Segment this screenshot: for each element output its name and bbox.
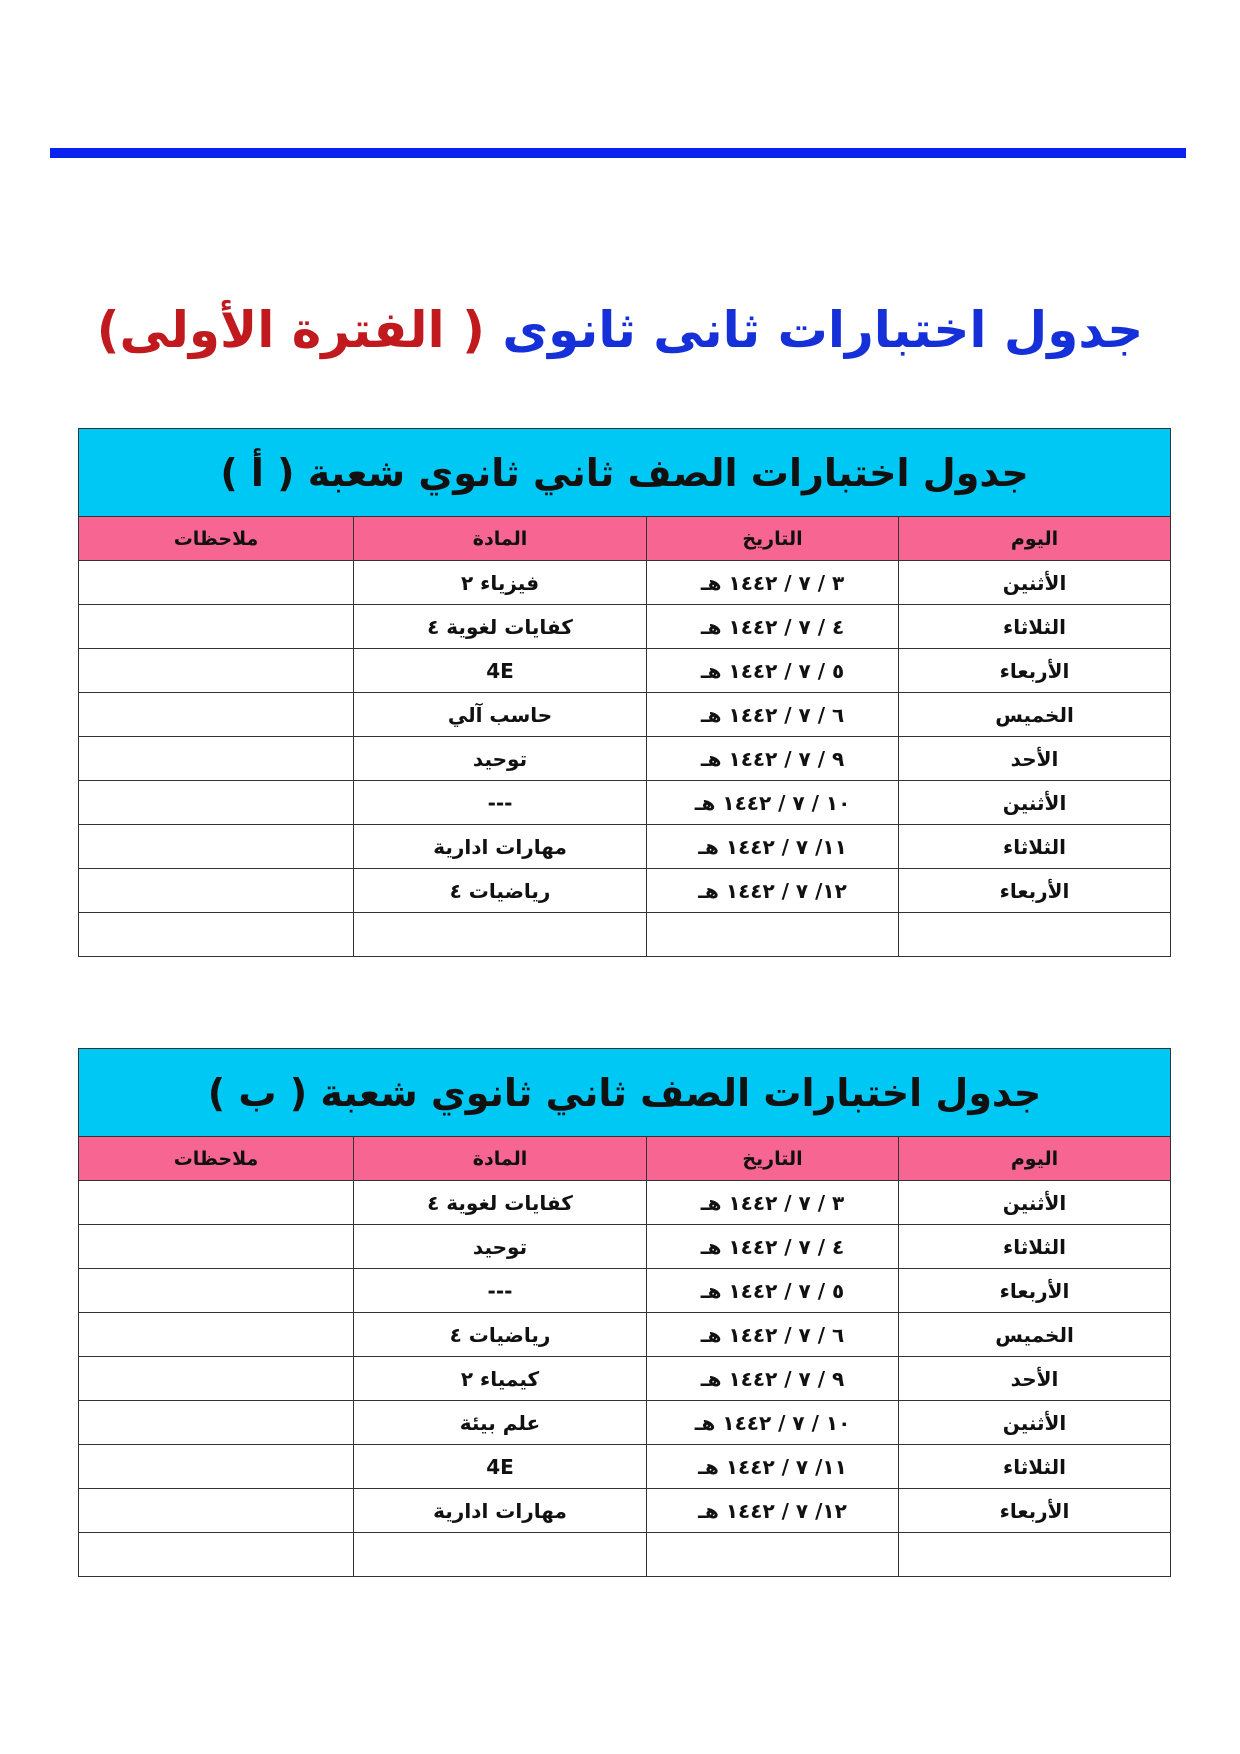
cell-day: الأربعاء xyxy=(899,649,1171,693)
cell-subject: --- xyxy=(354,1269,647,1313)
cell-notes xyxy=(79,605,354,649)
cell-day: الأثنين xyxy=(899,561,1171,605)
cell-day: الأربعاء xyxy=(899,1489,1171,1533)
page-title xyxy=(60,285,1180,375)
header-notes: ملاحظات xyxy=(79,1137,354,1181)
table-row xyxy=(79,1401,1171,1445)
table-row xyxy=(79,1357,1171,1401)
cell-date: ١٠ / ٧ / ١٤٤٢ هـ xyxy=(647,1401,899,1445)
cell-notes xyxy=(79,1313,354,1357)
cell-notes xyxy=(79,561,354,605)
cell-subject: مهارات ادارية xyxy=(354,825,647,869)
cell-notes xyxy=(79,1445,354,1489)
cell-notes xyxy=(79,1269,354,1313)
cell-date: ١٠ / ٧ / ١٤٤٢ هـ xyxy=(647,781,899,825)
table-row xyxy=(79,649,1171,693)
cell-date: ٦ / ٧ / ١٤٤٢ هـ xyxy=(647,693,899,737)
top-divider-line xyxy=(50,148,1186,158)
cell-notes xyxy=(79,869,354,913)
table-row xyxy=(79,1225,1171,1269)
cell-date: ٤ / ٧ / ١٤٤٢ هـ xyxy=(647,1225,899,1269)
table-row xyxy=(79,561,1171,605)
cell-day: الخميس xyxy=(899,1313,1171,1357)
exam-schedule-table-a xyxy=(78,428,1171,957)
cell-notes xyxy=(79,781,354,825)
cell-day: الأحد xyxy=(899,1357,1171,1401)
page-title-period: ( الفترة الأولى) xyxy=(96,301,485,359)
cell-notes xyxy=(79,1401,354,1445)
cell-subject xyxy=(354,913,647,957)
cell-notes xyxy=(79,1225,354,1269)
cell-day: الثلاثاء xyxy=(899,1445,1171,1489)
cell-day: الأثنين xyxy=(899,1401,1171,1445)
table-title: جدول اختبارات الصف ثاني ثانوي شعبة ( ب ) xyxy=(79,1049,1171,1137)
table-title: جدول اختبارات الصف ثاني ثانوي شعبة ( أ ) xyxy=(79,429,1171,517)
cell-day: الأربعاء xyxy=(899,869,1171,913)
header-subject: المادة xyxy=(354,517,647,561)
table-row xyxy=(79,1181,1171,1225)
cell-day: الأربعاء xyxy=(899,1269,1171,1313)
header-subject: المادة xyxy=(354,1137,647,1181)
table-row xyxy=(79,1445,1171,1489)
cell-date xyxy=(647,1533,899,1577)
table-row-empty xyxy=(79,1533,1171,1577)
cell-date: ٦ / ٧ / ١٤٤٢ هـ xyxy=(647,1313,899,1357)
cell-date: ٣ / ٧ / ١٤٤٢ هـ xyxy=(647,1181,899,1225)
cell-date: ٥ / ٧ / ١٤٤٢ هـ xyxy=(647,649,899,693)
table-row xyxy=(79,1269,1171,1313)
table-row-empty xyxy=(79,913,1171,957)
cell-subject: كفايات لغوية ٤ xyxy=(354,1181,647,1225)
cell-subject: علم بيئة xyxy=(354,1401,647,1445)
cell-subject: 4E xyxy=(354,1445,647,1489)
cell-date: ٩ / ٧ / ١٤٤٢ هـ xyxy=(647,737,899,781)
table-row xyxy=(79,1489,1171,1533)
exam-schedule-table-b xyxy=(78,1048,1171,1577)
table-row xyxy=(79,693,1171,737)
table-row xyxy=(79,605,1171,649)
cell-date: ٤ / ٧ / ١٤٤٢ هـ xyxy=(647,605,899,649)
cell-notes xyxy=(79,1181,354,1225)
cell-notes xyxy=(79,737,354,781)
cell-day: الخميس xyxy=(899,693,1171,737)
cell-notes xyxy=(79,1357,354,1401)
cell-notes xyxy=(79,693,354,737)
cell-day: الأثنين xyxy=(899,781,1171,825)
cell-subject xyxy=(354,1533,647,1577)
cell-subject: كيمياء ٢ xyxy=(354,1357,647,1401)
cell-subject: 4E xyxy=(354,649,647,693)
cell-subject: توحيد xyxy=(354,737,647,781)
cell-notes xyxy=(79,825,354,869)
cell-subject: مهارات ادارية xyxy=(354,1489,647,1533)
page-title-main: جدول اختبارات ثانى ثانوى xyxy=(502,301,1144,359)
header-date: التاريخ xyxy=(647,517,899,561)
cell-date: ١١/ ٧ / ١٤٤٢ هـ xyxy=(647,825,899,869)
cell-date: ١١/ ٧ / ١٤٤٢ هـ xyxy=(647,1445,899,1489)
cell-day: الثلاثاء xyxy=(899,605,1171,649)
header-day: اليوم xyxy=(899,517,1171,561)
cell-subject: رياضيات ٤ xyxy=(354,1313,647,1357)
cell-day xyxy=(899,913,1171,957)
cell-notes xyxy=(79,649,354,693)
table-row xyxy=(79,1313,1171,1357)
cell-notes xyxy=(79,913,354,957)
header-date: التاريخ xyxy=(647,1137,899,1181)
cell-subject: توحيد xyxy=(354,1225,647,1269)
cell-subject: كفايات لغوية ٤ xyxy=(354,605,647,649)
header-notes: ملاحظات xyxy=(79,517,354,561)
cell-date: ٥ / ٧ / ١٤٤٢ هـ xyxy=(647,1269,899,1313)
cell-notes xyxy=(79,1489,354,1533)
cell-day: الأحد xyxy=(899,737,1171,781)
cell-subject: فيزياء ٢ xyxy=(354,561,647,605)
cell-date: ١٢/ ٧ / ١٤٤٢ هـ xyxy=(647,869,899,913)
cell-date: ١٢/ ٧ / ١٤٤٢ هـ xyxy=(647,1489,899,1533)
table-row xyxy=(79,825,1171,869)
cell-day xyxy=(899,1533,1171,1577)
cell-day: الثلاثاء xyxy=(899,1225,1171,1269)
cell-subject: حاسب آلي xyxy=(354,693,647,737)
cell-subject: --- xyxy=(354,781,647,825)
cell-date: ٣ / ٧ / ١٤٤٢ هـ xyxy=(647,561,899,605)
header-day: اليوم xyxy=(899,1137,1171,1181)
table-row xyxy=(79,869,1171,913)
cell-date xyxy=(647,913,899,957)
cell-day: الثلاثاء xyxy=(899,825,1171,869)
cell-subject: رياضيات ٤ xyxy=(354,869,647,913)
table-row xyxy=(79,781,1171,825)
cell-date: ٩ / ٧ / ١٤٤٢ هـ xyxy=(647,1357,899,1401)
cell-notes xyxy=(79,1533,354,1577)
cell-day: الأثنين xyxy=(899,1181,1171,1225)
table-row xyxy=(79,737,1171,781)
